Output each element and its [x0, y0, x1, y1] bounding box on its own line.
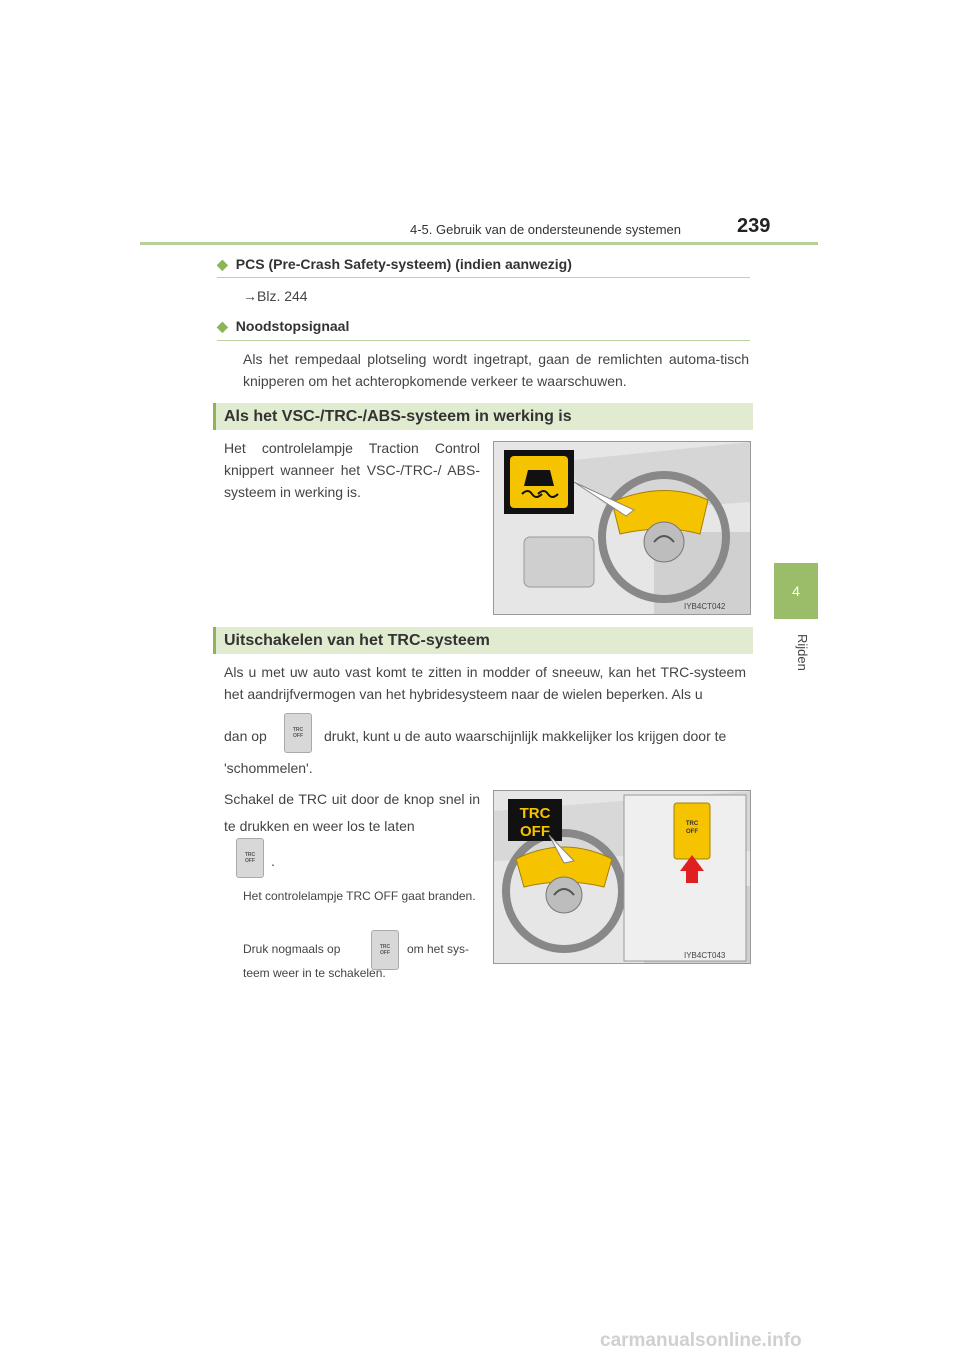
- section-header-trc: Uitschakelen van het TRC-systeem: [213, 627, 753, 654]
- trc-note-2-after: om het sys-: [407, 942, 470, 956]
- header-rule: [140, 242, 818, 245]
- vsc-illustration: [493, 441, 751, 615]
- nood-heading: ◆ Noodstopsignaal: [217, 318, 350, 334]
- svg-text:OFF: OFF: [520, 823, 550, 840]
- vsc-text: Het controlelampje Traction Control knippert wanneer het VSC-/TRC-/ ABS-systeem in werking is.: [224, 440, 480, 500]
- section-header-vsc: Als het VSC-/TRC-/ABS-systeem in werking is: [213, 403, 753, 430]
- diamond-icon: ◆: [217, 256, 228, 272]
- trc-off-button-icon: TRC OFF: [284, 713, 312, 753]
- trc-illustration: [493, 790, 751, 964]
- watermark: carmanualsonline.info: [600, 1330, 802, 1351]
- pcs-page-link[interactable]: →Blz. 244: [243, 288, 308, 304]
- svg-text:IYB4CT042: IYB4CT042: [684, 602, 726, 611]
- trc-note-2-before: Druk nogmaals op: [243, 942, 341, 956]
- svg-text:OFF: OFF: [686, 829, 698, 835]
- page-number: 239: [737, 215, 771, 237]
- pcs-rule: [217, 277, 750, 278]
- trc-p1-end: 'schommelen'.: [224, 760, 313, 776]
- running-header: 4-5. Gebruik van de ondersteunende systemen: [410, 222, 682, 237]
- trc-note-1: Het controlelampje TRC OFF gaat branden.: [243, 889, 476, 903]
- trc-p1-after: drukt, kunt u de auto waarschijnlijk makkelijker los krijgen door te: [324, 728, 727, 744]
- trc-note-2-end: teem weer in te schakelen.: [243, 966, 386, 980]
- trc-p2-end: .: [271, 853, 275, 869]
- trc-paragraph-1: Als u met uw auto vast komt te zitten in modder of sneeuw, kan het TRC-systeem het aandrijfvermogen van het hybridesysteem naar de wielen beperken. Als u: [224, 664, 746, 702]
- nood-text: Als het rempedaal plotseling wordt ingetrapt, gaan de remlichten automa-tisch knipperen om het achteropkomende verkeer te waarschuwen.: [243, 351, 749, 389]
- diamond-icon: ◆: [217, 318, 228, 334]
- chapter-tab[interactable]: 4: [774, 563, 818, 619]
- svg-text:TRC: TRC: [519, 805, 551, 822]
- svg-text:TRC: TRC: [685, 821, 699, 827]
- trc-off-button-icon: TRC OFF: [371, 930, 399, 970]
- trc-p1-before: dan op: [224, 728, 267, 744]
- trc-paragraph-2: Schakel de TRC uit door de knop snel in te drukken en weer los te laten: [224, 791, 480, 834]
- trc-off-button-icon: TRC OFF: [236, 838, 264, 878]
- chapter-label: Rijden: [795, 634, 810, 671]
- pcs-heading: ◆ PCS (Pre-Crash Safety-systeem) (indien aanwezig): [217, 256, 572, 272]
- svg-text:IYB4CT043: IYB4CT043: [684, 951, 726, 960]
- nood-rule: [217, 340, 750, 341]
